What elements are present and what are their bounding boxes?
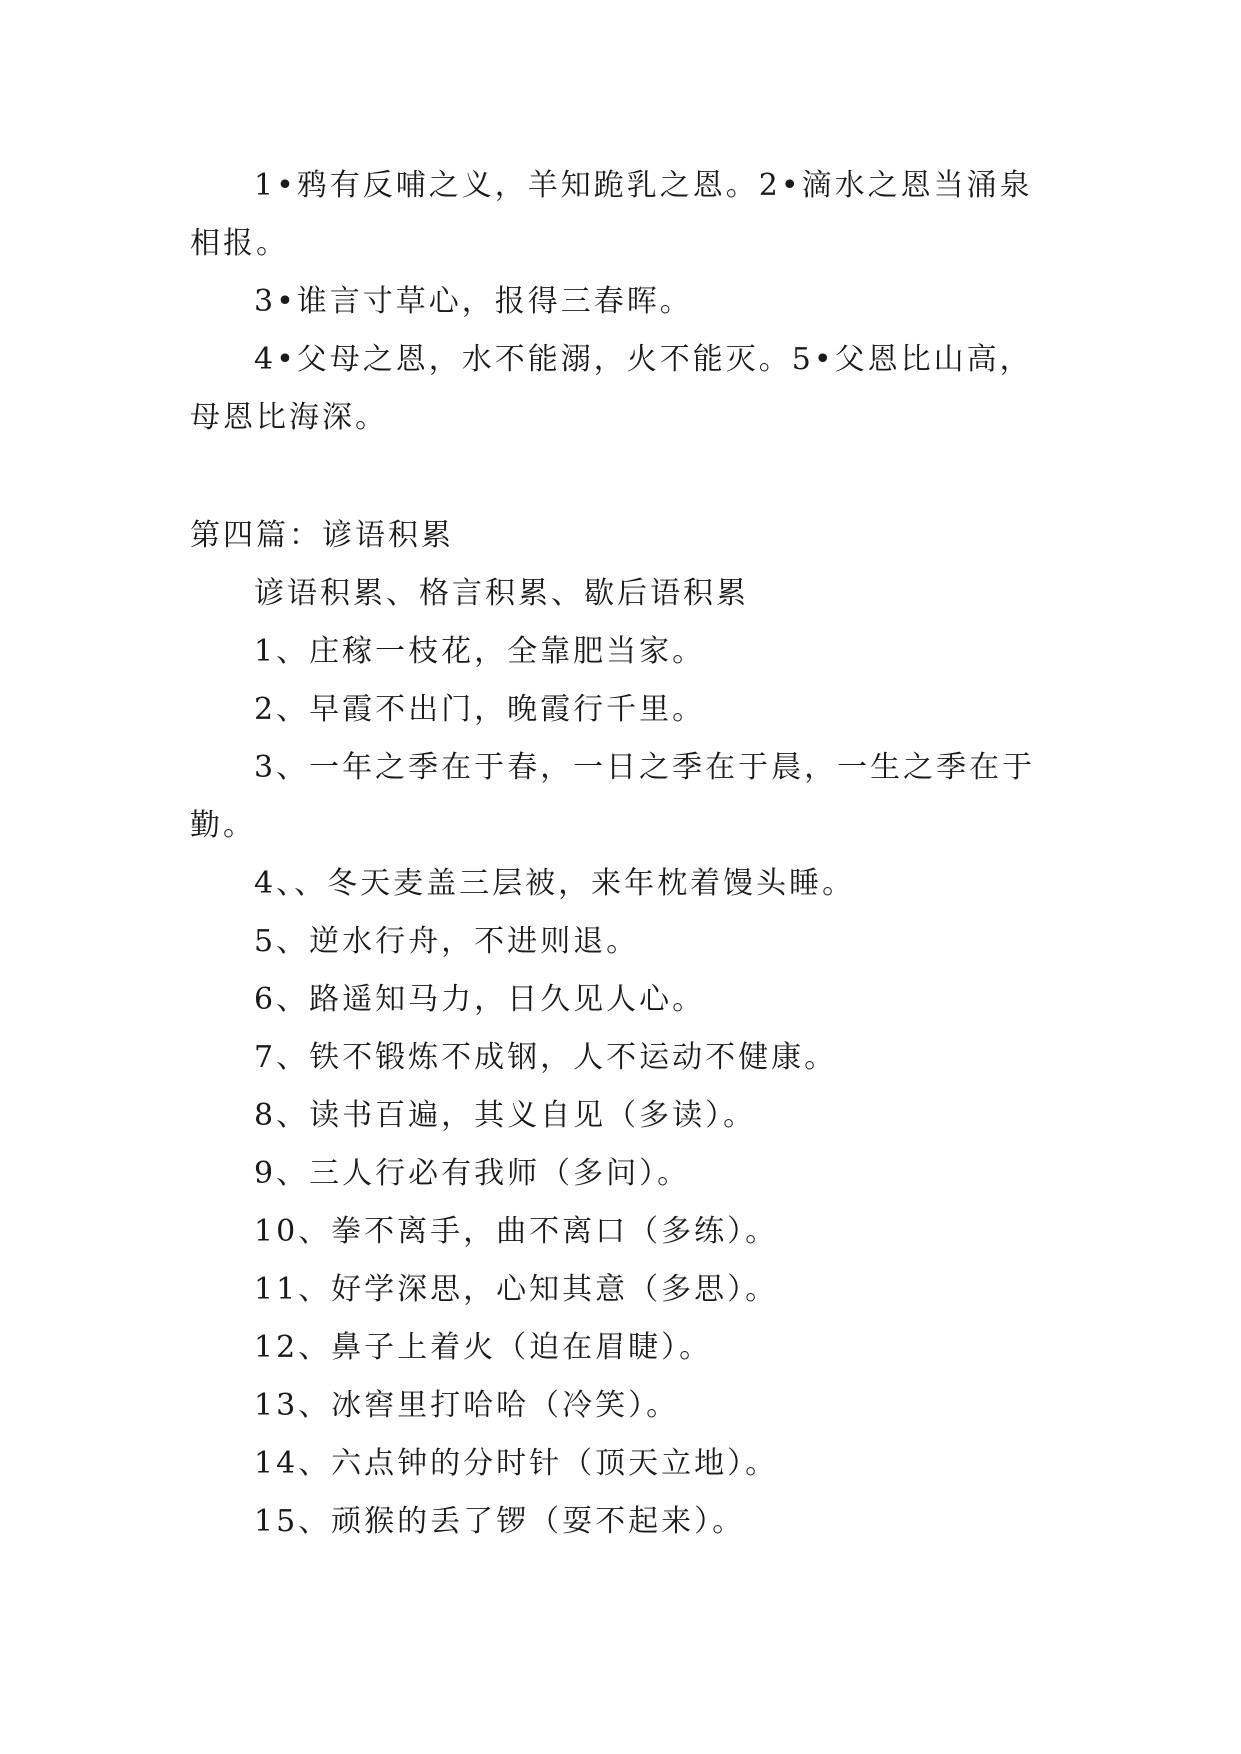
- list-item: 4、、冬天麦盖三层被，来年枕着馒头睡。: [254, 866, 856, 901]
- paragraph-3: 4•父母之恩，水不能溺，火不能灭。5•父恩比山高，母恩比海深。: [190, 342, 1033, 435]
- list-item: 15、顽猴的丢了锣（耍不起来）。: [254, 1504, 746, 1539]
- list-item: 5、逆水行舟，不进则退。: [254, 924, 640, 959]
- list-item: 13、冰窖里打哈哈（冷笑）。: [254, 1388, 680, 1423]
- list-item: 2、早霞不出门，晚霞行千里。: [254, 692, 706, 727]
- list-item: 7、铁不锻炼不成钢，人不运动不健康。: [254, 1040, 838, 1075]
- list-item: 1、庄稼一枝花，全靠肥当家。: [254, 634, 706, 669]
- list-item: 12、鼻子上着火（迫在眉睫）。: [254, 1330, 713, 1365]
- list-item: 8、读书百遍，其义自见（多读）。: [254, 1098, 757, 1133]
- paragraph-2: 3•谁言寸草心，报得三春晖。: [254, 284, 693, 319]
- section-subtitle: 谚语积累、格言积累、歇后语积累: [254, 576, 749, 611]
- paragraph-1: 1•鸦有反哺之义，羊知跪乳之恩。2•滴水之恩当涌泉相报。: [190, 168, 1033, 261]
- list-item: 10、拳不离手，曲不离口（多练）。: [254, 1214, 779, 1249]
- list-item: 3、一年之季在于春，一日之季在于晨，一生之季在于勤。: [190, 750, 1036, 843]
- section-heading: 第四篇：谚语积累: [190, 518, 454, 553]
- list-item: 11、好学深思，心知其意（多思）。: [254, 1272, 779, 1307]
- list-item: 9、三人行必有我师（多问）。: [254, 1156, 691, 1191]
- list-item: 6、路遥知马力，日久见人心。: [254, 982, 706, 1017]
- list-item: 14、六点钟的分时针（顶天立地）。: [254, 1446, 779, 1481]
